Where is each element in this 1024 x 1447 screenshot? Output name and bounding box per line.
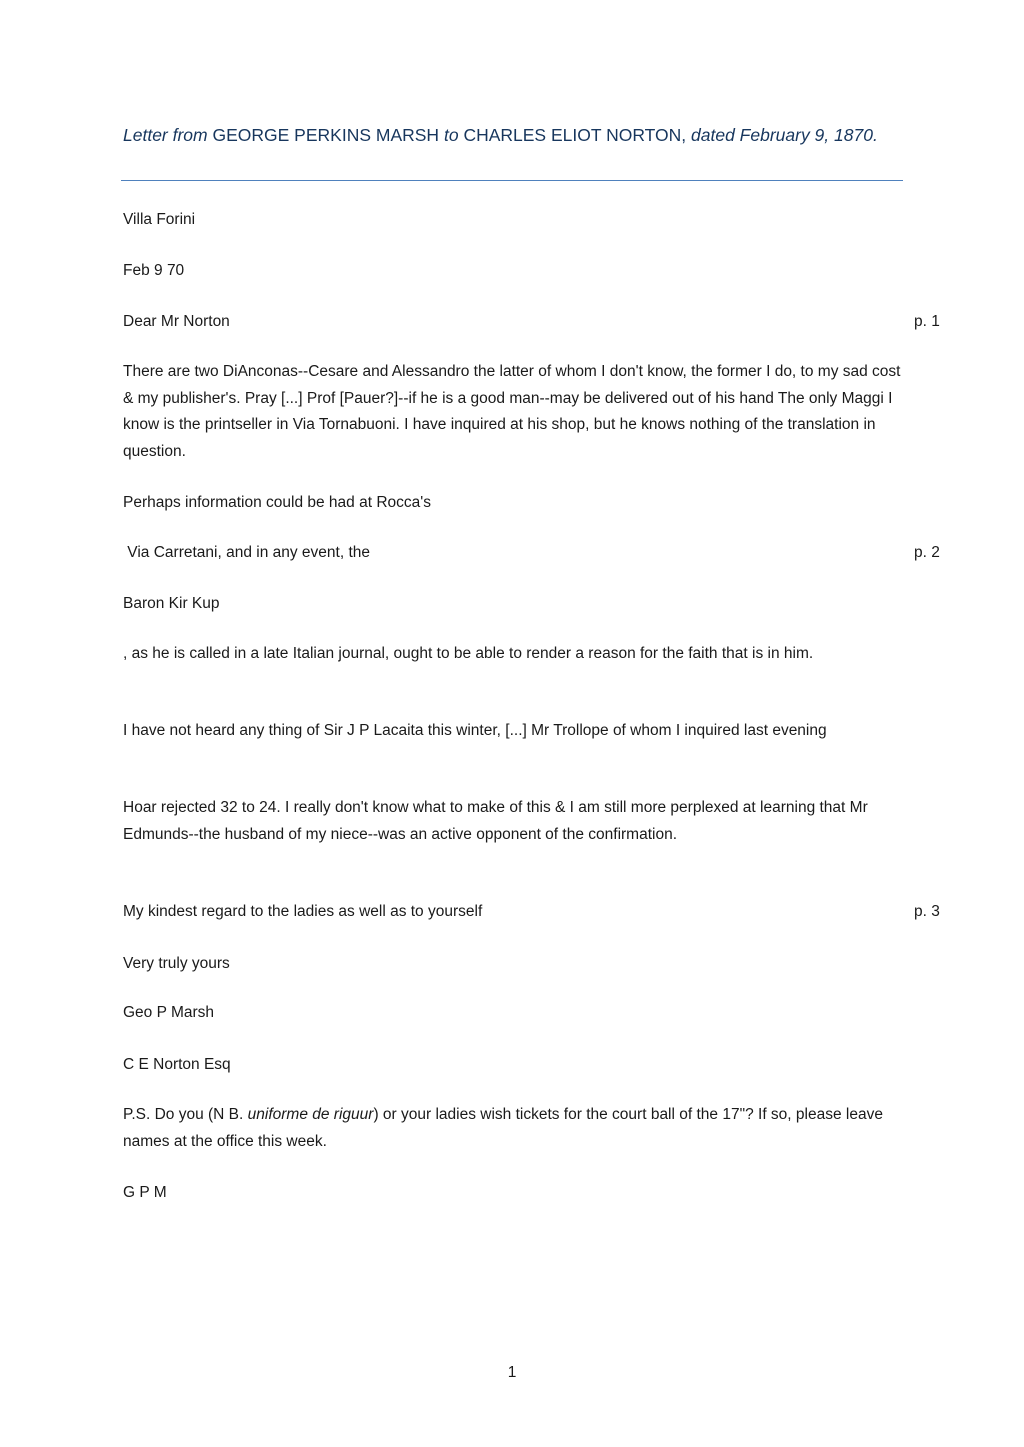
letter-closing-line: My kindest regard to the ladies as well as to yourself: [123, 903, 483, 920]
heading-author: GEORGE PERKINS MARSH: [212, 125, 440, 145]
letter-paragraph-4: Baron Kir Kup: [123, 595, 220, 612]
page-marker-1: p. 1: [914, 313, 940, 330]
page-number: 1: [507, 1364, 517, 1381]
postscript-end: ) or your ladies wish tickets for the court ball of the 17"? If so, please leave names at the office this week.: [123, 1106, 883, 1150]
heading-divider: [121, 180, 903, 181]
letter-addressee: C E Norton Esq: [123, 1056, 231, 1073]
letter-paragraph-5: , as he is called in a late Italian journal, ought to be able to render a reason for the faith that is in him.: [123, 645, 814, 662]
heading-date: dated February 9, 1870.: [691, 125, 878, 145]
postscript-italic: uniforme de riguur: [247, 1106, 374, 1123]
letter-place: Villa Forini: [123, 211, 196, 228]
page-marker-2: p. 2: [914, 544, 940, 561]
heading-recipient: CHARLES ELIOT NORTON,: [463, 125, 687, 145]
letter-paragraph-2: Perhaps information could be had at Rocca's: [123, 494, 431, 511]
heading-connector: to: [443, 125, 459, 145]
letter-paragraph-3: Via Carretani, and in any event, the: [123, 544, 371, 561]
heading-prefix: Letter from: [123, 125, 208, 145]
letter-salutation: Dear Mr Norton: [123, 313, 230, 330]
letter-signature: Geo P Marsh: [123, 1004, 215, 1021]
letter-date: Feb 9 70: [123, 262, 185, 279]
postscript-initials: G P M: [123, 1184, 167, 1201]
letter-paragraph-7: Hoar rejected 32 to 24. I really don't know what to make of this & I am still more perplexed at learning that Mr Edmunds--the husband of my niece--was an active opponent of the confirmation.: [123, 799, 868, 843]
letter-paragraph-1: There are two DiAnconas--Cesare and Alessandro the latter of whom I don't know, the former I do, to my sad cost & my publisher's. Pray [...] Prof [Pauer?]--if he is a good man--may be delivered out of his hand The only Maggi I know is the printseller in Via Tornabuoni. I have inquired at his shop, but he knows nothing of the translation in question.: [123, 363, 901, 460]
letter-valediction: Very truly yours: [123, 955, 230, 972]
letter-heading: [123, 122, 893, 148]
postscript-start: P.S. Do you (N B.: [123, 1106, 248, 1123]
letter-postscript: [123, 1102, 903, 1155]
page-marker-3: p. 3: [914, 903, 940, 920]
letter-paragraph-6: I have not heard any thing of Sir J P Lacaita this winter, [...] Mr Trollope of whom I inquired last evening: [123, 722, 827, 739]
